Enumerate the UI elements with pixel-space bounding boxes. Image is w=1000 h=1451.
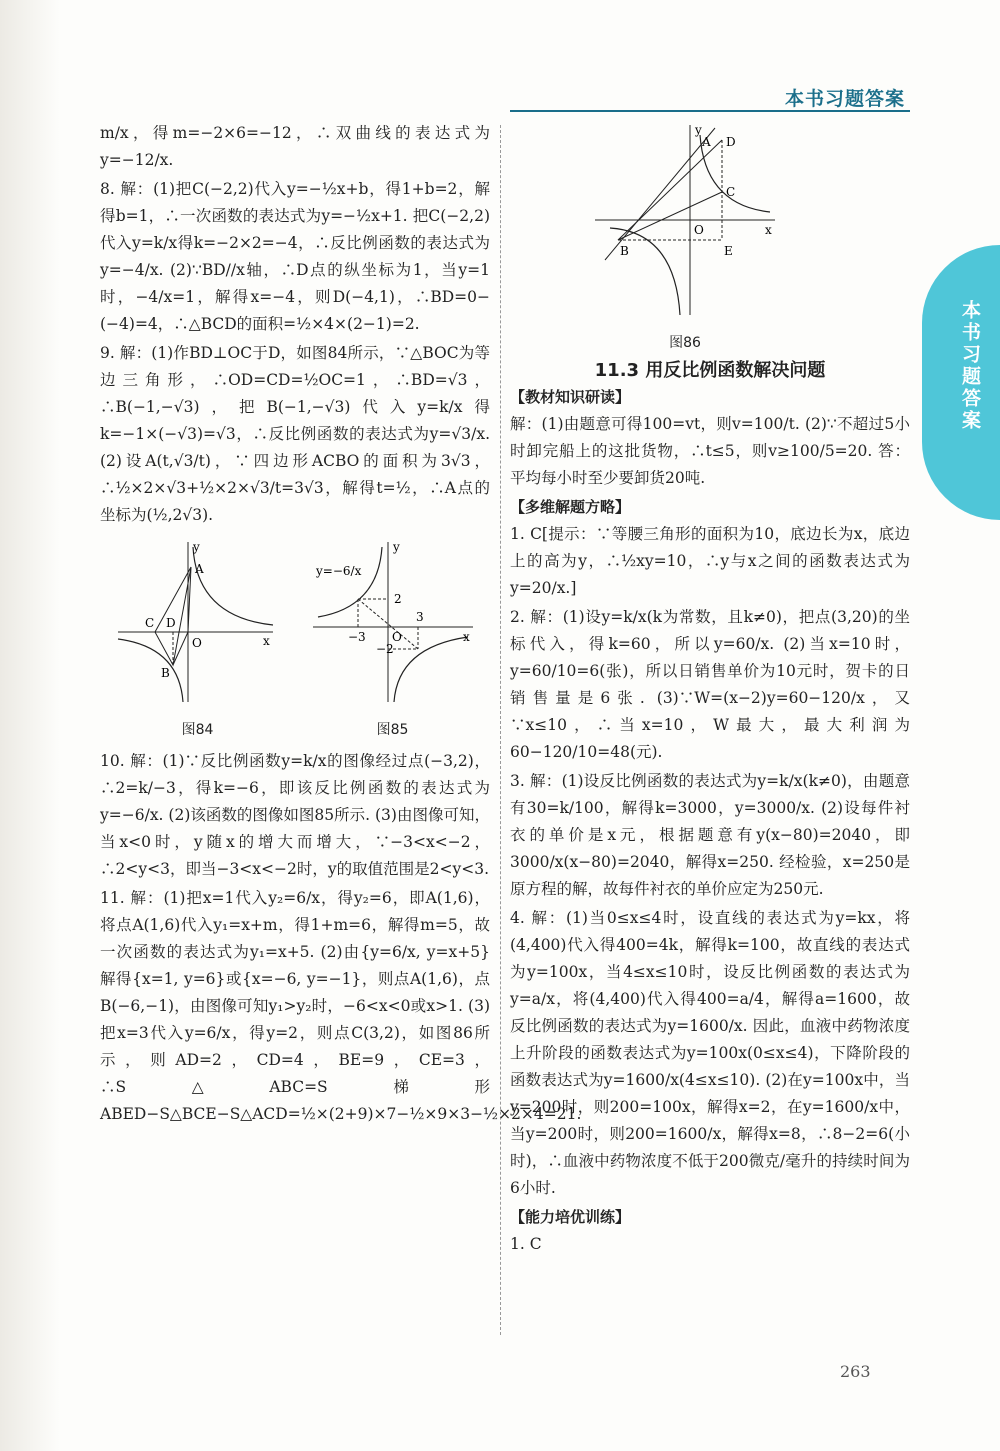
page-number: 263 <box>840 1362 871 1381</box>
svg-text:O: O <box>391 630 402 644</box>
section-tag-training: 【能力培优训练】 <box>510 1208 631 1226</box>
svg-text:B: B <box>620 244 629 258</box>
figure-85 <box>308 537 478 744</box>
method-answer-1: 1. C[提示：∵等腰三角形的面积为10，底边长为x，底边上的高为y，∴½xy=10，∴y与x之间的函数表达式为y=20/x.] <box>510 525 910 597</box>
svg-text:y=−6/x: y=−6/x <box>315 564 361 578</box>
figure-86-caption: 图86 <box>669 335 701 351</box>
svg-text:D: D <box>726 135 736 149</box>
svg-text:−3: −3 <box>347 630 366 644</box>
svg-text:O: O <box>191 636 202 650</box>
textbook-answer: 解：(1)由题意可得100=vt，则v=100/t. (2)∵不超过5小时卸完船上的这批货物，∴t≤5，则v≥100/5=20. 答：平均每小时至少要卸货20吨. <box>510 415 910 487</box>
figure-86-graph <box>590 120 780 320</box>
svg-text:x: x <box>262 634 270 648</box>
figure-84-caption: 图84 <box>181 722 214 738</box>
svg-text:D: D <box>165 616 176 630</box>
answer-10: 10. 解：(1)∵反比例函数y=k/x的图像经过点(−3,2)，∴2=k/−3，得k=−6，即该反比例函数的表达式为y=−6/x. (2)该函数的图像如图85所示. (3)由图像可知，当x<0时，y随x的增大而增大，∵−3<x<−2，∴2<y<3，即当−3<x<−2时，y的取值范围是2<y<3. <box>100 752 490 878</box>
answer-8: 8. 解：(1)把C(−2,2)代入y=−½x+b，得1+b=2，解得b=1，∴一次函数的表达式为y=−½x+1. 把C(−2,2)代入y=k/x得k=−2×2=−4，∴反比例函数的表达式为y=−4/x. (2)∵BD//x轴，∴D点的纵坐标为1，当y=1时，−4/x=1，解得x=−4，则D(−4,1)，∴BD=0−(−4)=4，∴△BCD的面积=½×4×(2−1)=2. <box>100 180 490 333</box>
section-tag-methods: 【多维解题方略】 <box>510 498 631 516</box>
svg-text:−2: −2 <box>375 642 394 656</box>
svg-text:A: A <box>702 135 711 149</box>
side-tab-label: 本书习题答案 <box>959 300 981 432</box>
svg-text:y: y <box>192 540 200 554</box>
svg-text:E: E <box>724 244 733 258</box>
svg-text:O: O <box>694 223 704 237</box>
svg-text:A: A <box>194 562 204 576</box>
svg-text:3: 3 <box>415 610 424 624</box>
svg-text:x: x <box>765 223 772 237</box>
right-column <box>510 120 910 1260</box>
answer-7-end: m/x，得m=−2×6=−12，∴双曲线的表达式为y=−12/x. <box>100 124 490 169</box>
svg-text:C: C <box>144 616 154 630</box>
figures-84-85 <box>100 537 490 744</box>
running-header: 本书习题答案 <box>784 88 905 110</box>
section-title: 11.3 用反比例函数解决问题 <box>594 360 826 381</box>
figure-85-graph <box>308 537 478 707</box>
section-tag-knowledge: 【教材知识研读】 <box>510 388 631 406</box>
column-divider <box>500 125 501 1335</box>
answer-9: 9. 解：(1)作BD⊥OC于D，如图84所示，∵△BOC为等边三角形，∴OD=CD=½OC=1，∴BD=√3，∴B(−1,−√3)，把B(−1,−√3)代入y=k/x得k=−1×(−√3)=√3，∴反比例函数的表达式为y=√3/x. (2)设A(t,√3/t)，∵四边形ACBO的面积为3√3，∴½×2×√3+½×2×√3/t=3√3，解得t=½，∴A点的坐标为(½,2√3). <box>100 344 490 524</box>
svg-text:B: B <box>160 666 170 680</box>
figure-85-caption: 图85 <box>376 722 409 738</box>
svg-text:C: C <box>726 185 736 199</box>
method-answer-3: 3. 解：(1)设反比例函数的表达式为y=k/x(k≠0)，由题意有30=k/100，解得k=3000，y=3000/x. (2)设每件衬衣的单价是x元，根据题意有y(x−80)=2040，即3000/x(x−80)=2040，解得x=250. 经检验，x=250是原方程的解，故每件衬衣的单价应定为250元. <box>510 772 910 898</box>
method-answer-2: 2. 解：(1)设y=k/x(k为常数，且k≠0)，把点(3,20)的坐标代入，得k=60，所以y=60/x. (2)当x=10时，y=60/10=6(张)，所以日销售单价为10元时，贺卡的日销售量是6张. (3)∵W=(x−2)y=60−120/x，又∵x≤10，∴当x=10，W最大，最大利润为60−120/10=48(元). <box>510 608 910 761</box>
header-rule <box>510 110 910 112</box>
figure-86 <box>590 120 780 357</box>
training-answer-1: 1. C <box>510 1235 542 1253</box>
scan-edge-shadow <box>0 0 60 1451</box>
figure-84 <box>113 537 283 744</box>
svg-text:y: y <box>695 123 702 137</box>
svg-text:x: x <box>462 630 470 644</box>
svg-text:2: 2 <box>393 592 402 606</box>
figure-84-graph <box>113 537 283 707</box>
answer-11: 11. 解：(1)把x=1代入y₂=6/x，得y₂=6，即A(1,6)，将点A(1,6)代入y₁=x+m，得1+m=6，解得m=5，故一次函数的表达式为y₁=x+5. (2)由{y=6/x, y=x+5}解得{x=1, y=6}或{x=−6, y=−1}，则点A(1,6)，点B(−6,−1)，由图像可知y₁>y₂时，−6<x<0或x>1. (3)把x=3代入y=6/x，得y=2，则点C(3,2)，如图86所示，则AD=2，CD=4，BE=9，CE=3，∴S△ABC=S梯形ABED−S△BCE−S△ACD=½×(2+9)×7−½×9×3−½×2×4=21. <box>100 889 582 1123</box>
method-answer-4: 4. 解：(1)当0≤x≤4时，设直线的表达式为y=kx，将(4,400)代入得400=4k，解得k=100，故直线的表达式为y=100x，当4≤x≤10时，设反比例函数的表达式为y=a/x，将(4,400)代入得400=a/4，解得a=1600，故反比例函数的表达式为y=1600/x. 因此，血液中药物浓度上升阶段的函数表达式为y=100x(0≤x≤4)，下降阶段的函数表达式为y=1600/x(4≤x≤10). (2)在y=100x中，当y=200时，则200=100x，解得x=2，在y=1600/x中，当y=200时，则200=1600/x，解得x=8，∴8−2=6(小时)，∴血液中药物浓度不低于200微克/毫升的持续时间为6小时. <box>510 909 910 1197</box>
svg-text:y: y <box>392 540 400 554</box>
